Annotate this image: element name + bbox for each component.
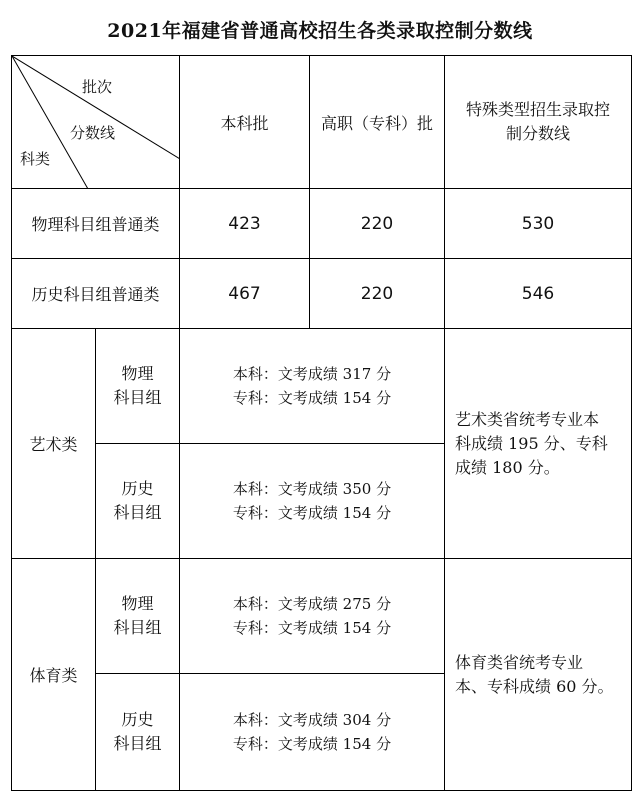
subject-group: 物理 科目组 xyxy=(96,329,180,444)
header-gaozhi: 高职（专科）批 xyxy=(310,56,445,189)
gaozhi-score: 220 xyxy=(310,189,445,259)
diag-batch-label: 批次 xyxy=(82,78,113,96)
diag-score-label: 分数线 xyxy=(70,124,116,142)
sports-note: 体育类省统考专业 本、专科成绩 60 分。 xyxy=(445,559,632,791)
special-score: 530 xyxy=(445,189,632,259)
benke-score: 423 xyxy=(180,189,310,259)
page-title: 2021年福建省普通高校招生各类录取控制分数线 xyxy=(107,20,533,42)
row-label: 物理科目组普通类 xyxy=(12,189,180,259)
row-label: 历史科目组普通类 xyxy=(12,259,180,329)
subject-group: 历史 科目组 xyxy=(96,444,180,559)
header-row xyxy=(12,56,632,189)
subject-group: 物理 科目组 xyxy=(96,559,180,674)
sports-score-cell: 本科：文考成绩 304 分 专科：文考成绩 154 分 xyxy=(180,674,445,791)
header-benke: 本科批 xyxy=(180,56,310,189)
header-special: 特殊类型招生录取控 制分数线 xyxy=(445,56,632,189)
art-score-cell: 本科：文考成绩 350 分 专科：文考成绩 154 分 xyxy=(180,444,445,559)
special-score: 546 xyxy=(445,259,632,329)
diagonal-header-cell xyxy=(12,56,180,189)
art-note: 艺术类省统考专业本 科成绩 195 分、专科 成绩 180 分。 xyxy=(445,329,632,559)
sports-score-cell: 本科：文考成绩 275 分 专科：文考成绩 154 分 xyxy=(180,559,445,674)
art-score-cell: 本科：文考成绩 317 分 专科：文考成绩 154 分 xyxy=(180,329,445,444)
table-row xyxy=(12,189,632,259)
benke-score: 467 xyxy=(180,259,310,329)
diag-category-label: 科类 xyxy=(20,150,51,168)
table-row xyxy=(12,259,632,329)
score-table xyxy=(11,55,632,791)
table-row xyxy=(12,559,632,674)
table-row xyxy=(12,329,632,444)
sports-label: 体育类 xyxy=(12,559,96,791)
subject-group: 历史 科目组 xyxy=(96,674,180,791)
gaozhi-score: 220 xyxy=(310,259,445,329)
art-label: 艺术类 xyxy=(12,329,96,559)
